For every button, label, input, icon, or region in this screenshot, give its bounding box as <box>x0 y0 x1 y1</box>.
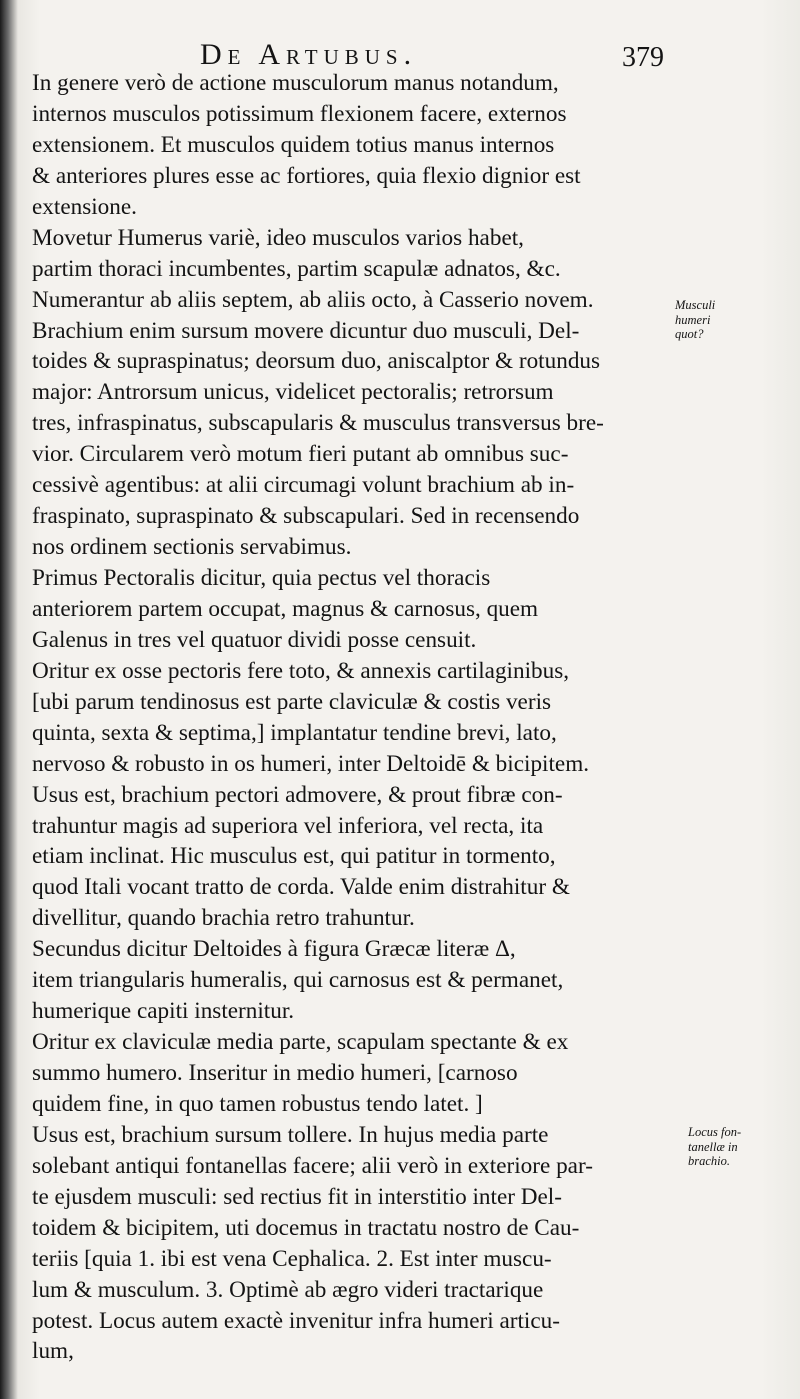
page-number: 379 <box>622 42 664 73</box>
text-line: potest. Locus autem exactè invenitur infra humeri articu- <box>32 1307 560 1334</box>
margin-note-line: brachio. <box>688 1154 731 1168</box>
text-line: cessivè agentibus: at alii circumagi volunt brachium ab in- <box>32 472 575 499</box>
text-line: vior. Circularem verò motum fieri putant ab omnibus suc- <box>32 441 569 468</box>
text-line: Usus est, brachium pectori admovere, & prout fibræ con- <box>32 781 563 808</box>
text-line: trahuntur magis ad superiora vel inferiora, vel recta, ita <box>32 812 544 839</box>
text-line: quod Itali vocant tratto de corda. Valde enim distrahitur & <box>32 874 570 901</box>
text-line: quinta, sexta & septima,] implantatur tendine brevi, lato, <box>32 719 557 746</box>
margin-note-line: quot? <box>675 327 704 341</box>
margin-note-line: Locus fon- <box>688 1125 742 1139</box>
margin-note-line: humeri <box>675 312 711 327</box>
running-head: De Artubus. <box>200 38 418 71</box>
text-line: Brachium enim sursum movere dicuntur duo musculi, Del- <box>32 317 580 344</box>
text-line: lum & musculum. 3. Optimè ab ægro videri tractarique <box>32 1276 544 1303</box>
text-line: Galenus in tres vel quatuor dividi posse censuit. <box>32 626 477 653</box>
body-text <box>32 68 672 1367</box>
text-line: Primus Pectoralis dicitur, quia pectus vel thoracis <box>32 565 491 591</box>
margin-note-line: tanellæ in <box>688 1139 738 1154</box>
margin-note-line: Musculi <box>675 298 716 312</box>
text-line: major: Antrorsum unicus, videlicet pectoralis; retrorsum <box>32 379 554 406</box>
text-line: extensione. <box>32 193 137 220</box>
text-line: internos musculos potissimum flexionem facere, externos <box>32 100 567 127</box>
text-line: Usus est, brachium sursum tollere. In hujus media parte <box>32 1121 549 1148</box>
text-line: Oritur ex claviculæ media parte, scapulam spectante & ex <box>32 1029 569 1056</box>
text-line: toides & supraspinatus; deorsum duo, aniscalptor & rotundus <box>32 348 601 375</box>
text-line: partim thoraci incumbentes, partim scapulæ adnatos, &c. <box>32 255 561 282</box>
text-line: nervoso & robusto in os humeri, inter Deltoidē & bicipitem. <box>32 750 590 777</box>
text-line: etiam inclinat. Hic musculus est, qui patitur in tormento, <box>32 843 556 870</box>
text-line: Numerantur ab aliis septem, ab aliis octo, à Casserio novem. <box>32 286 594 313</box>
text-line: quidem fine, in quo tamen robustus tendo latet. ] <box>32 1090 483 1117</box>
text-line: Secundus dicitur Deltoides à figura Græcæ literæ Δ, <box>32 936 516 963</box>
text-line: solebant antiqui fontanellas facere; alii verò in exteriore par- <box>32 1152 593 1179</box>
text-line: Movetur Humerus variè, ideo musculos varios habet, <box>32 224 524 251</box>
text-line: teriis [quia 1. ibi est vena Cephalica. 2. Est inter muscu- <box>32 1245 552 1272</box>
text-line: In genere verò de actione musculorum manus notandum, <box>32 70 559 96</box>
text-line: divellitur, quando brachia retro trahuntur. <box>32 905 415 932</box>
text-line: lum, <box>32 1338 74 1365</box>
text-line: anteriorem partem occupat, magnus & carnosus, quem <box>32 595 539 622</box>
text-line: Oritur ex osse pectoris fere toto, & annexis cartilaginibus, <box>32 657 570 684</box>
text-line: item triangularis humeralis, qui carnosus est & permanet, <box>32 967 564 994</box>
text-line: nos ordinem sectionis servabimus. <box>32 534 352 561</box>
text-line: toidem & bicipitem, uti docemus in tractatu nostro de Cau- <box>32 1214 580 1241</box>
text-line: humerique capiti insternitur. <box>32 998 295 1025</box>
text-line: extensionem. Et musculos quidem totius manus internos <box>32 131 555 158</box>
margin-note-musculi <box>675 298 755 342</box>
text-line: [ubi parum tendinosus est parte claviculæ & costis veris <box>32 688 552 715</box>
text-line: & anteriores plures esse ac fortiores, quia flexio dignior est <box>32 162 581 189</box>
text-line: tres, infraspinatus, subscapularis & musculus transversus bre- <box>32 410 604 437</box>
margin-note-locus <box>688 1125 768 1169</box>
text-line: te ejusdem musculi: sed rectius fit in interstitio inter Del- <box>32 1183 562 1210</box>
text-line: summo humero. Inseritur in medio humeri, [carnoso <box>32 1060 518 1086</box>
text-line: fraspinato, supraspinato & subscapulari. Sed in recensendo <box>32 503 580 530</box>
